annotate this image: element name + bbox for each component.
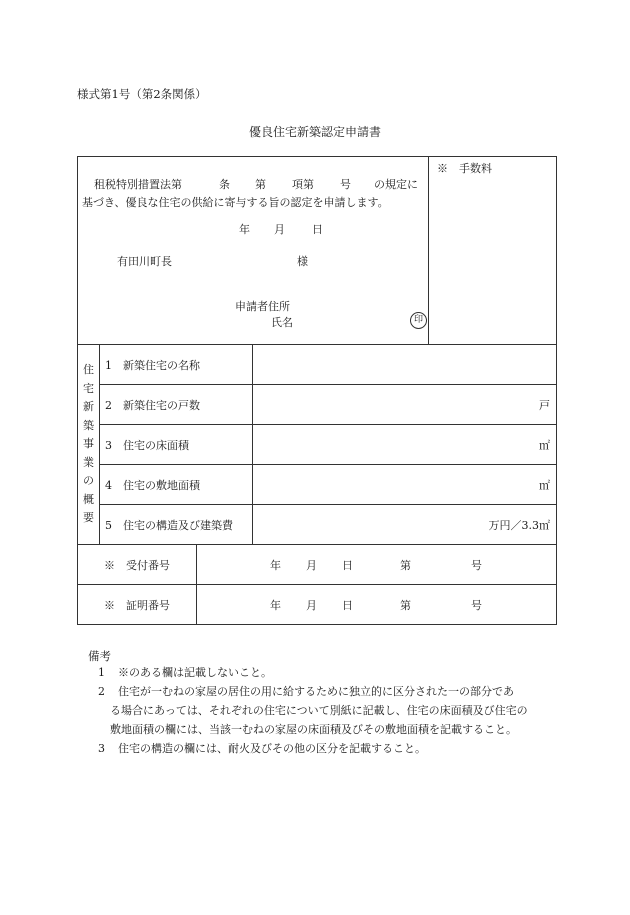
receipt-number-field[interactable]	[197, 545, 557, 585]
floor-area-field[interactable]	[253, 425, 557, 465]
receipt-number-label	[78, 545, 197, 585]
remark-item	[98, 682, 514, 701]
overview-row-label	[100, 345, 253, 385]
registry-no-suffix: 号	[471, 598, 482, 612]
applicant-address-label: 申請者住所	[235, 300, 290, 313]
remark-number: 3	[98, 742, 105, 755]
row-label-text: 新築住宅の名称	[123, 358, 200, 372]
registry-year: 年	[270, 558, 281, 572]
applicant-name-label: 氏名	[271, 316, 293, 329]
vertical-char: 事	[83, 437, 94, 451]
row-unit: ㎡	[539, 478, 550, 492]
certificate-number-field[interactable]	[197, 585, 557, 625]
form-number: 様式第1号（第2条関係）	[77, 87, 207, 101]
remark-item	[98, 663, 272, 682]
row-number: 1	[105, 358, 112, 372]
row-number: 5	[105, 518, 112, 532]
law-text: 租税特別措置法第	[94, 178, 182, 191]
registry-no-suffix: 号	[471, 558, 482, 572]
vertical-char: 新	[83, 400, 94, 414]
row-label-text: 住宅の構造及び建築費	[123, 518, 233, 532]
structure-cost-field[interactable]	[253, 505, 557, 545]
date-year: 年	[239, 223, 250, 236]
application-statement-cell	[78, 157, 429, 345]
site-area-field[interactable]	[253, 465, 557, 505]
date-day: 日	[312, 223, 323, 236]
certificate-number-label	[78, 585, 197, 625]
fee-cell	[429, 157, 557, 345]
overview-vertical-label	[78, 345, 100, 545]
paragraph-prefix: 第	[255, 178, 266, 191]
row-label-text: 新築住宅の戸数	[123, 398, 200, 412]
vertical-char: 概	[83, 492, 94, 506]
remark-text: ※のある欄は記載しないこと。	[118, 666, 272, 679]
registry-day: 日	[342, 598, 353, 612]
row-number: 3	[105, 438, 112, 452]
row-unit: 万円／3.3㎡	[488, 518, 550, 532]
registry-no-prefix: 第	[400, 598, 411, 612]
registry-month: 月	[306, 598, 317, 612]
row-unit: ㎡	[539, 438, 550, 452]
remark-text: 住宅が一むねの家屋の居住の用に給するために独立的に区分された一の部分であ	[118, 685, 514, 698]
unit-count-field[interactable]	[253, 385, 557, 425]
remark-continuation: る場合にあっては、それぞれの住宅について別紙に記載し、住宅の床面積及び住宅の	[110, 704, 528, 717]
remarks-title: 備考	[88, 649, 111, 663]
paragraph-label: 項第	[292, 178, 314, 191]
application-form-table	[77, 156, 557, 625]
overview-row-label	[100, 505, 253, 545]
registry-year: 年	[270, 598, 281, 612]
remark-number: 2	[98, 685, 105, 698]
remark-item	[98, 739, 426, 758]
honorific: 様	[297, 255, 308, 268]
purpose-text: 基づき、優良な住宅の供給に寄与する旨の認定を申請します。	[82, 196, 389, 209]
vertical-char: の	[83, 474, 94, 488]
housing-name-field[interactable]	[253, 345, 557, 385]
overview-row-label	[100, 465, 253, 505]
remark-text: 住宅の構造の欄には、耐火及びその他の区分を記載すること。	[118, 742, 426, 755]
seal-mark: 印	[410, 312, 427, 329]
vertical-char: 住	[83, 363, 94, 377]
registry-label-text: ※ 証明番号	[104, 598, 170, 612]
row-number: 4	[105, 478, 112, 492]
date-month: 月	[274, 223, 285, 236]
registry-label-text: ※ 受付番号	[104, 558, 170, 572]
vertical-char: 要	[83, 511, 94, 525]
registry-no-prefix: 第	[400, 558, 411, 572]
registry-month: 月	[306, 558, 317, 572]
row-number: 2	[105, 398, 112, 412]
registry-day: 日	[342, 558, 353, 572]
provision-text: の規定に	[374, 178, 418, 191]
row-label-text: 住宅の床面積	[123, 438, 189, 452]
vertical-char: 業	[83, 455, 94, 469]
article-label: 条	[219, 178, 230, 191]
vertical-char: 宅	[83, 381, 94, 395]
row-unit: 戸	[539, 398, 550, 412]
vertical-char: 築	[83, 418, 94, 432]
overview-row-label	[100, 425, 253, 465]
item-label: 号	[340, 178, 351, 191]
addressee: 有田川町長	[117, 255, 172, 268]
row-label-text: 住宅の敷地面積	[123, 478, 200, 492]
remark-number: 1	[98, 666, 105, 679]
document-title: 優良住宅新築認定申請書	[248, 125, 381, 139]
fee-label: ※ 手数料	[437, 162, 492, 175]
remark-continuation: 敷地面積の欄には、当該一むねの家屋の床面積及びその敷地面積を記載すること。	[110, 723, 517, 736]
overview-row-label	[100, 385, 253, 425]
